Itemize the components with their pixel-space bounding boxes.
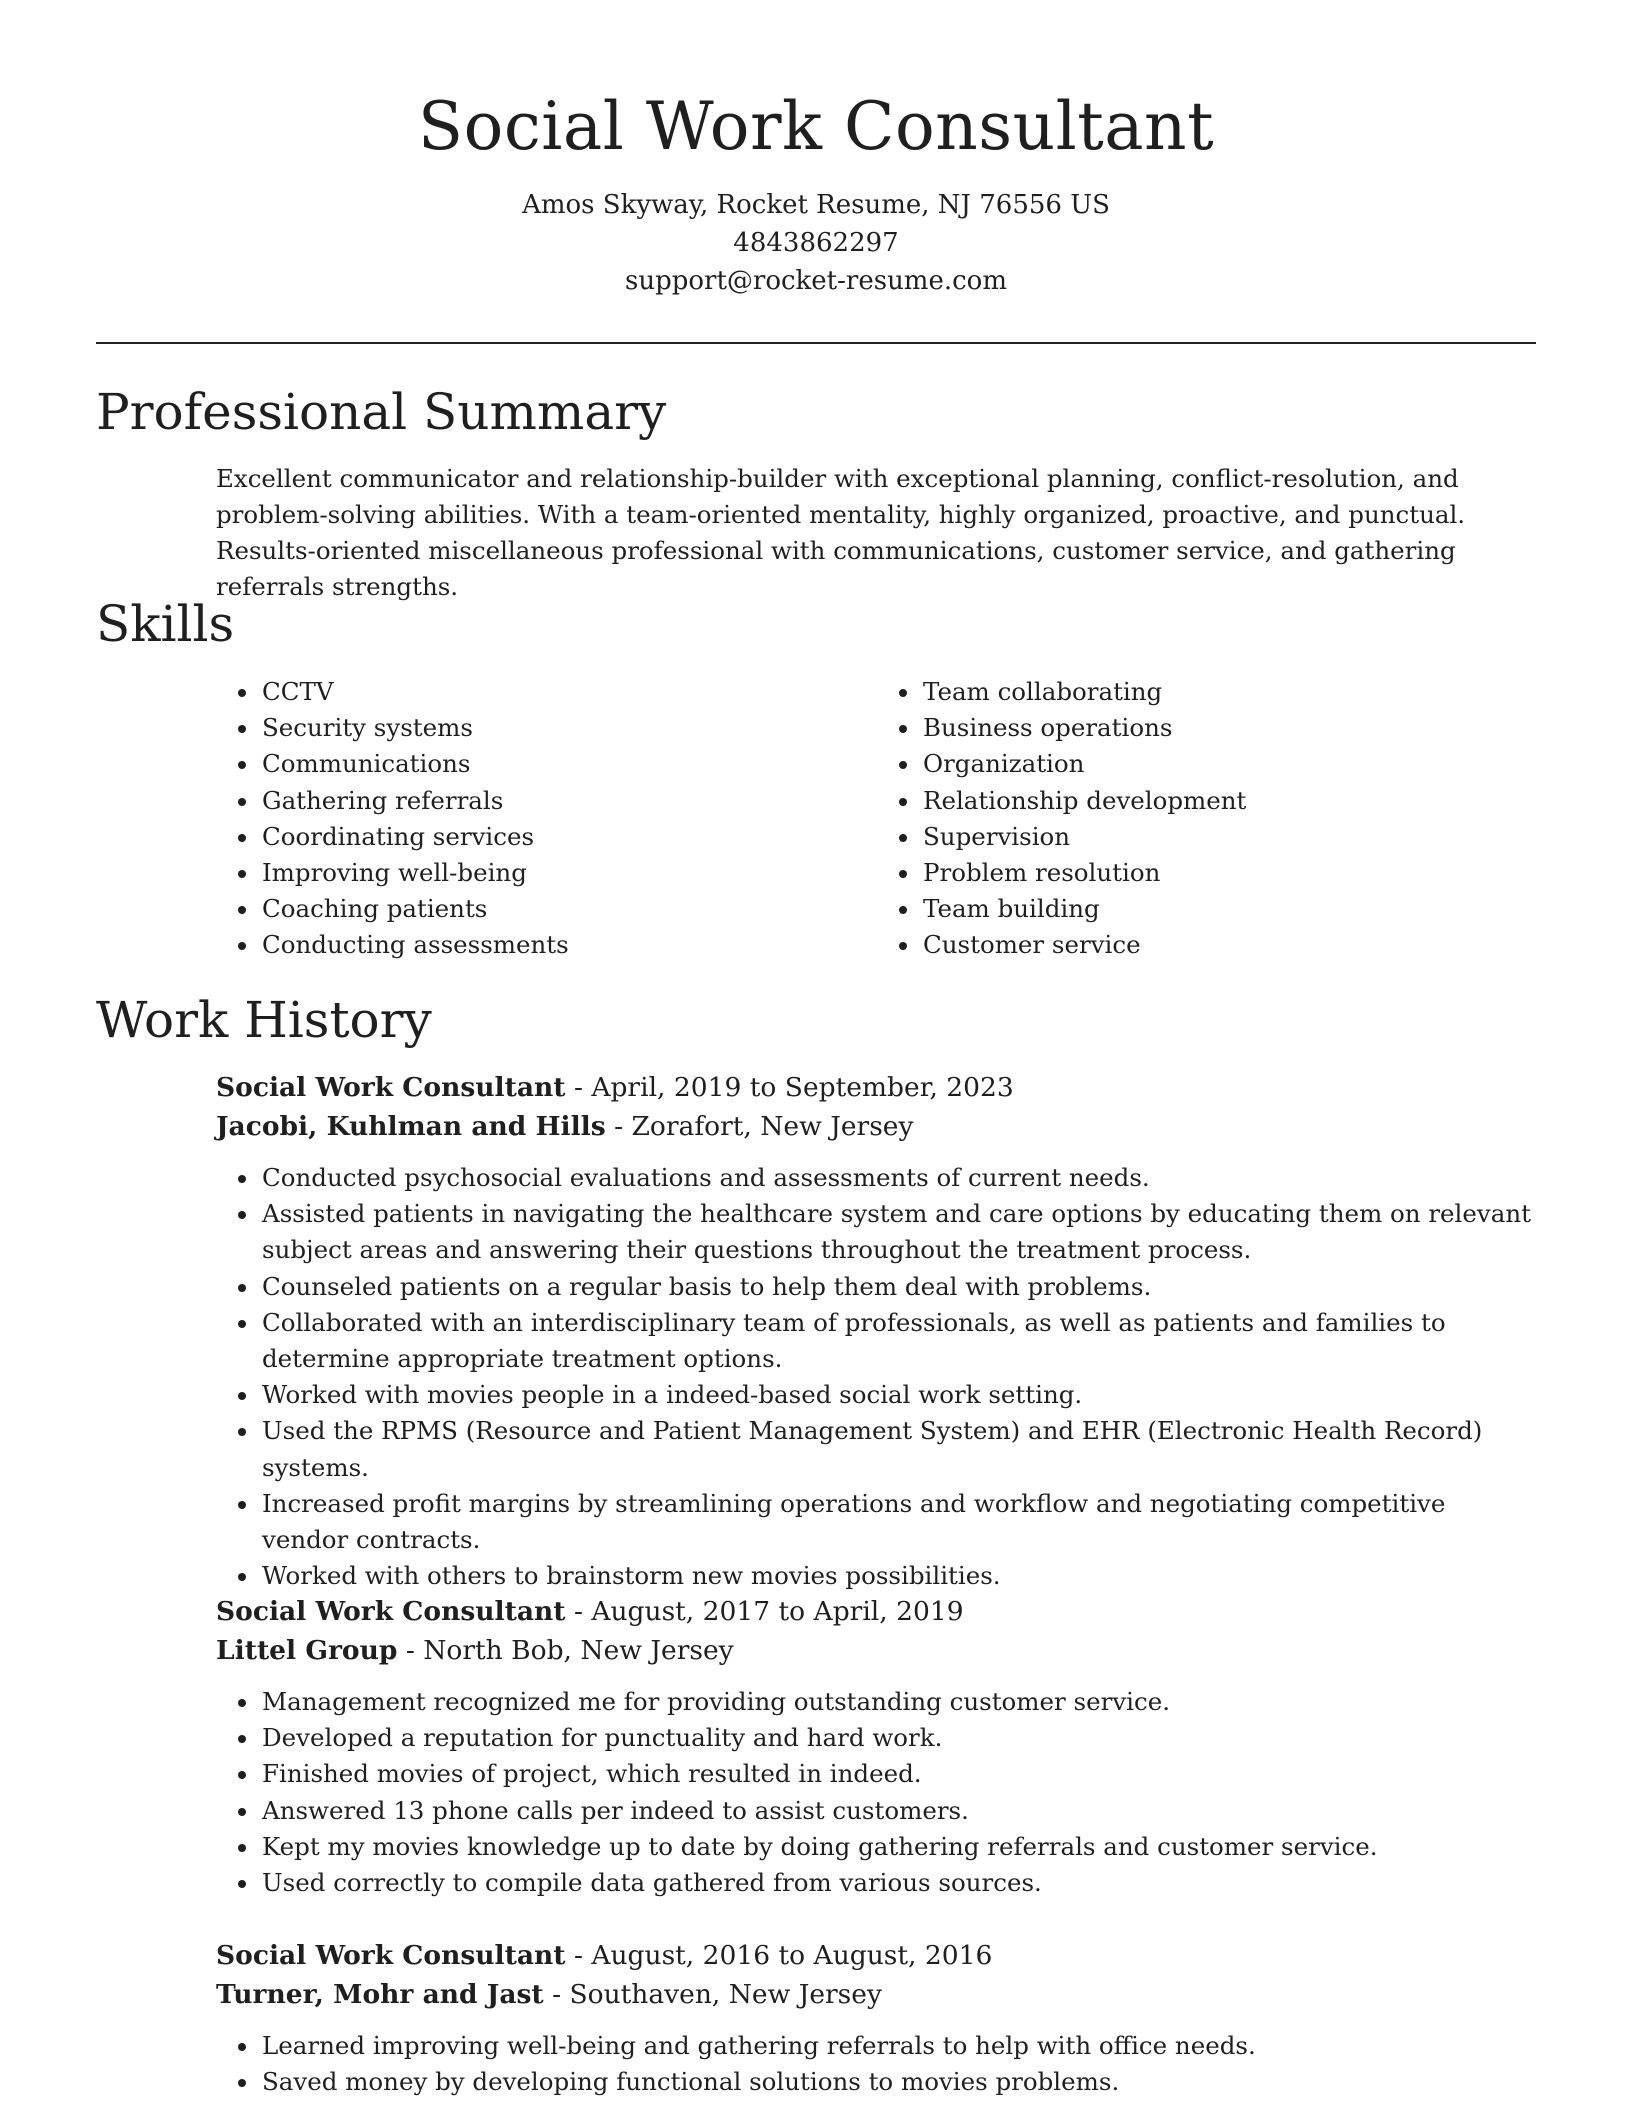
- job-location: Southaven, New Jersey: [569, 1979, 882, 2010]
- skills-column-left: [216, 674, 877, 964]
- skill-item: • Coordinating services: [260, 819, 877, 855]
- contact-address: Amos Skyway, Rocket Resume, NJ 76556 US: [522, 190, 1110, 220]
- job-bullet: • Worked with others to brainstorm new movies possibilities.: [260, 1558, 1538, 1594]
- job-bullets: [216, 1160, 1538, 1594]
- skill-item: • Supervision: [921, 819, 1538, 855]
- skill-item: • Organization: [921, 746, 1538, 782]
- job-company-line: Jacobi, Kuhlman and Hills - Zorafort, New Jersey: [216, 1111, 914, 1142]
- skill-item: • Communications: [260, 746, 877, 782]
- job-dates: August, 2016 to August, 2016: [591, 1940, 993, 1971]
- work-history-heading: Work History: [96, 991, 432, 1049]
- job-company: Jacobi, Kuhlman and Hills: [216, 1111, 606, 1142]
- job-company-line: Littel Group - North Bob, New Jersey: [216, 1635, 734, 1666]
- skill-item: • Conducting assessments: [260, 927, 877, 963]
- job-bullet: • Finished movies of project, which resulted in indeed.: [260, 1756, 1538, 1792]
- job-dates: April, 2019 to September, 2023: [591, 1072, 1014, 1103]
- job-bullet: • Used the RPMS (Resource and Patient Management System) and EHR (Electronic Health Record) systems.: [260, 1413, 1538, 1485]
- job-role: Social Work Consultant: [216, 1596, 566, 1627]
- skill-item: • CCTV: [260, 674, 877, 710]
- job-location: North Bob, New Jersey: [423, 1635, 734, 1666]
- job-company-line: Turner, Mohr and Jast - Southaven, New Jersey: [216, 1979, 882, 2010]
- skill-item: • Coaching patients: [260, 891, 877, 927]
- job-bullet: • Answered 13 phone calls per indeed to assist customers.: [260, 1793, 1538, 1829]
- summary-heading: Professional Summary: [96, 383, 667, 441]
- skill-item: • Improving well-being: [260, 855, 877, 891]
- job-title-line: Social Work Consultant - August, 2016 to August, 2016: [216, 1940, 993, 1971]
- job-bullet: • Assisted patients in navigating the healthcare system and care options by educating them on relevant subject areas and answering their questions throughout the treatment process.: [260, 1196, 1538, 1268]
- job-location: Zorafort, New Jersey: [631, 1111, 914, 1142]
- contact-block: [0, 186, 1632, 300]
- skill-item: • Team building: [921, 891, 1538, 927]
- job-role: Social Work Consultant: [216, 1940, 566, 1971]
- job-entry: [216, 1592, 1538, 1901]
- contact-phone: 4843862297: [733, 228, 899, 258]
- job-bullets: [216, 1684, 1538, 1901]
- header-divider: [96, 342, 1536, 344]
- skills-heading: Skills: [96, 595, 235, 653]
- skill-item: • Team collaborating: [921, 674, 1538, 710]
- job-bullet: • Conducted psychosocial evaluations and assessments of current needs.: [260, 1160, 1538, 1196]
- job-dates: August, 2017 to April, 2019: [591, 1596, 964, 1627]
- skills-list: [216, 674, 1538, 964]
- skill-item: • Customer service: [921, 927, 1538, 963]
- job-bullet: • Increased profit margins by streamlining operations and workflow and negotiating competitive vendor contracts.: [260, 1486, 1538, 1558]
- job-title-line: Social Work Consultant - April, 2019 to September, 2023: [216, 1072, 1014, 1103]
- skill-item: • Relationship development: [921, 783, 1538, 819]
- job-bullet: • Management recognized me for providing outstanding customer service.: [260, 1684, 1538, 1720]
- job-company: Littel Group: [216, 1635, 398, 1666]
- job-company: Turner, Mohr and Jast: [216, 1979, 544, 2010]
- skill-item: • Gathering referrals: [260, 783, 877, 819]
- skill-item: • Business operations: [921, 710, 1538, 746]
- job-bullet: • Saved money by developing functional solutions to movies problems.: [260, 2064, 1538, 2100]
- job-bullet: • Collaborated with an interdisciplinary team of professionals, as well as patients and families to determine appropriate treatment options.: [260, 1305, 1538, 1377]
- job-entry: [216, 1068, 1538, 1594]
- job-bullet: • Counseled patients on a regular basis to help them deal with problems.: [260, 1269, 1538, 1305]
- job-bullets: [216, 2028, 1538, 2100]
- job-bullet: • Used correctly to compile data gathered from various sources.: [260, 1865, 1538, 1901]
- skill-item: • Problem resolution: [921, 855, 1538, 891]
- job-role: Social Work Consultant: [216, 1072, 566, 1103]
- job-bullet: • Worked with movies people in a indeed-based social work setting.: [260, 1377, 1538, 1413]
- job-entry: [216, 1936, 1538, 2100]
- job-bullet: • Kept my movies knowledge up to date by doing gathering referrals and customer service.: [260, 1829, 1538, 1865]
- skill-item: • Security systems: [260, 710, 877, 746]
- job-bullet: • Developed a reputation for punctuality and hard work.: [260, 1720, 1538, 1756]
- summary-text: Excellent communicator and relationship-builder with exceptional planning, conflict-resolution, and problem-solving abilities. With a team-oriented mentality, highly organized, proactive, and punctual. Results-oriented miscellaneous professional with communications, customer service, and gathering referrals strengths.: [216, 464, 1466, 601]
- candidate-name: Social Work Consultant: [417, 88, 1215, 165]
- contact-email: support@rocket-resume.com: [624, 266, 1007, 296]
- job-bullet: • Learned improving well-being and gathering referrals to help with office needs.: [260, 2028, 1538, 2064]
- resume-header: [0, 0, 1632, 300]
- skills-column-right: [877, 674, 1538, 964]
- job-title-line: Social Work Consultant - August, 2017 to April, 2019: [216, 1596, 964, 1627]
